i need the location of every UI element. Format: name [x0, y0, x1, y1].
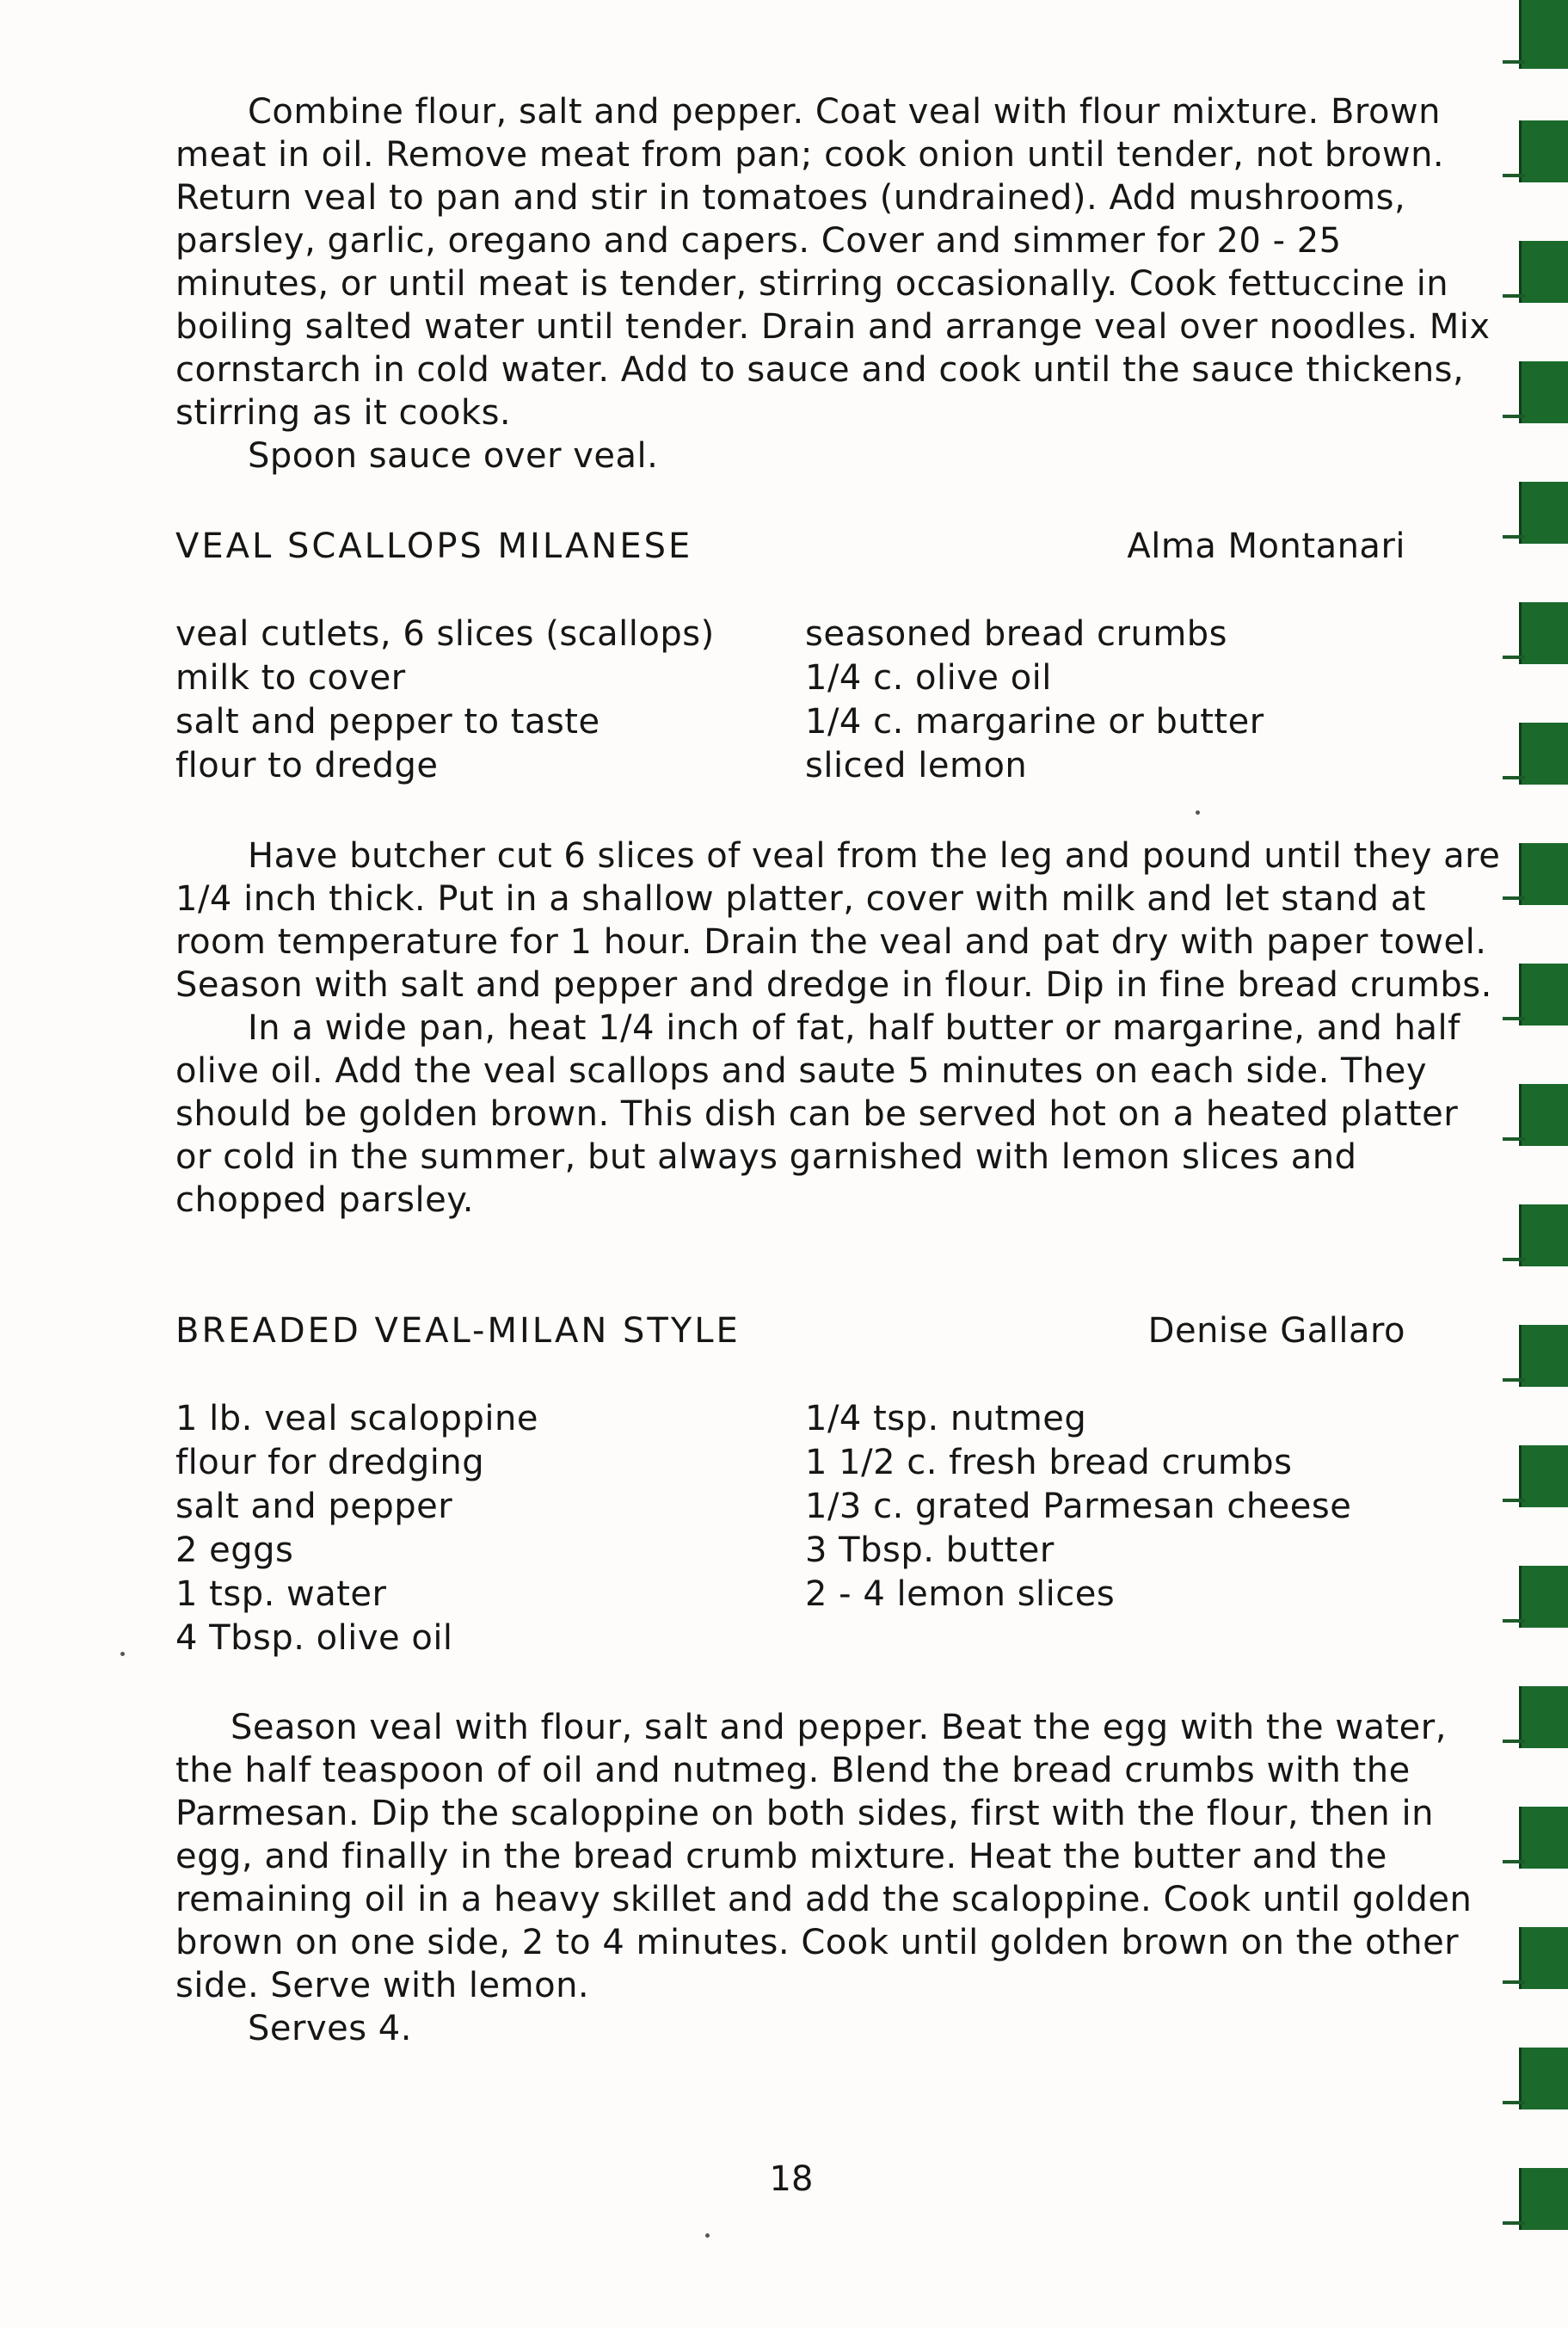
recipe-directions: [175, 1706, 1504, 2050]
binding-tab: [1519, 1927, 1568, 1989]
binding-tab: [1519, 1084, 1568, 1146]
recipe-author: Alma Montanari: [1127, 527, 1405, 566]
ingredient: veal cutlets, 6 slices (scallops): [175, 614, 715, 654]
ingredient: 2 - 4 lemon slices: [805, 1574, 1116, 1614]
binding-tab: [1519, 1445, 1568, 1507]
binding-tab: [1519, 482, 1568, 544]
ingredients-right: [805, 1397, 1351, 1617]
binding-tab: [1519, 1566, 1568, 1628]
recipe-author: Denise Gallaro: [1147, 1311, 1405, 1351]
directions-paragraph: In a wide pan, heat 1/4 inch of fat, half butter or margarine, and half olive oil. Add the veal scallops and saute 5 minutes on each side. They should be golden brown. This dish can be served hot on a heated platter or cold in the summer, but always garnished with lemon slices and chopped parsley.: [175, 1008, 1460, 1220]
binding-tab: [1519, 361, 1568, 423]
ingredient: salt and pepper to taste: [175, 702, 600, 742]
binding-tab: [1519, 2168, 1568, 2230]
ingredient: sliced lemon: [805, 746, 1028, 785]
binding-tab: [1519, 843, 1568, 905]
spiral-binding: [1516, 0, 1568, 2328]
intro-directions: [175, 90, 1504, 477]
binding-tab: [1519, 241, 1568, 303]
binding-tab: [1519, 1204, 1568, 1266]
recipe-directions: [175, 835, 1504, 1222]
paper-speck: [120, 1652, 125, 1656]
directions-paragraph: Have butcher cut 6 slices of veal from the leg and pound until they are 1/4 inch thick. Put in a shallow platter, cover with milk and let stand at room temperature for 1 hour. Drain the veal and pat dry with paper towel. Season with salt and pepper and dredge in flour. Dip in fine bread crumbs.: [175, 836, 1501, 1005]
ingredient: salt and pepper: [175, 1487, 453, 1526]
ingredient: 1/4 tsp. nutmeg: [805, 1399, 1087, 1438]
binding-tab: [1519, 0, 1568, 69]
binding-tab: [1519, 1686, 1568, 1748]
binding-tab: [1519, 602, 1568, 664]
ingredient: 1 1/2 c. fresh bread crumbs: [805, 1443, 1293, 1482]
ingredient: seasoned bread crumbs: [805, 614, 1228, 654]
binding-tab: [1519, 120, 1568, 182]
directions-paragraph: Serves 4.: [248, 2009, 412, 2048]
ingredient: 1 tsp. water: [175, 1574, 387, 1614]
directions-paragraph: Season veal with flour, salt and pepper. Beat the egg with the water, the half teaspoon of oil and nutmeg. Blend the bread crumbs with the Parmesan. Dip the scaloppine on both sides, first with the flour, then in egg, and finally in the bread crumb mixture. Heat the butter and the remaining oil in a heavy skillet and add the scaloppine. Cook until golden brown on one side, 2 to 4 minutes. Cook until golden brown on the other side. Serve with lemon.: [175, 1708, 1473, 2005]
binding-tab: [1519, 723, 1568, 785]
paper-speck: [1196, 810, 1200, 815]
ingredient: 1/3 c. grated Parmesan cheese: [805, 1487, 1352, 1526]
ingredient: milk to cover: [175, 658, 406, 698]
ingredient: 1 lb. veal scaloppine: [175, 1399, 539, 1438]
ingredient: flour for dredging: [175, 1443, 485, 1482]
recipe-title: VEAL SCALLOPS MILANESE: [175, 527, 693, 566]
ingredient: flour to dredge: [175, 746, 439, 785]
ingredients-left: [175, 613, 715, 788]
intro-paragraph: Combine flour, salt and pepper. Coat veal with flour mixture. Brown meat in oil. Remove meat from pan; cook onion until tender, not brown. Return veal to pan and stir in tomatoes (undrained). Add mushrooms, parsley, garlic, oregano and capers. Cover and simmer for 20 - 25 minutes, or until meat is tender, stirring occasionally. Cook fettuccine in boiling salted water until tender. Drain and arrange veal over noodles. Mix cornstarch in cold water. Add to sauce and cook until the sauce thickens, stirring as it cooks.: [175, 92, 1491, 433]
binding-tab: [1519, 1807, 1568, 1869]
recipe-title: BREADED VEAL-MILAN STYLE: [175, 1311, 741, 1351]
ingredients-right: [805, 613, 1264, 788]
intro-paragraph: Spoon sauce over veal.: [248, 436, 659, 476]
ingredients-left: [175, 1397, 538, 1660]
ingredient: 3 Tbsp. butter: [805, 1530, 1055, 1570]
binding-tab: [1519, 2048, 1568, 2109]
ingredient: 1/4 c. margarine or butter: [805, 702, 1264, 742]
ingredient: 4 Tbsp. olive oil: [175, 1618, 453, 1658]
ingredient: 1/4 c. olive oil: [805, 658, 1052, 698]
binding-tab: [1519, 964, 1568, 1025]
page-number: 18: [769, 2159, 814, 2199]
paper-speck: [705, 2233, 710, 2238]
binding-tab: [1519, 1325, 1568, 1387]
ingredient: 2 eggs: [175, 1530, 294, 1570]
